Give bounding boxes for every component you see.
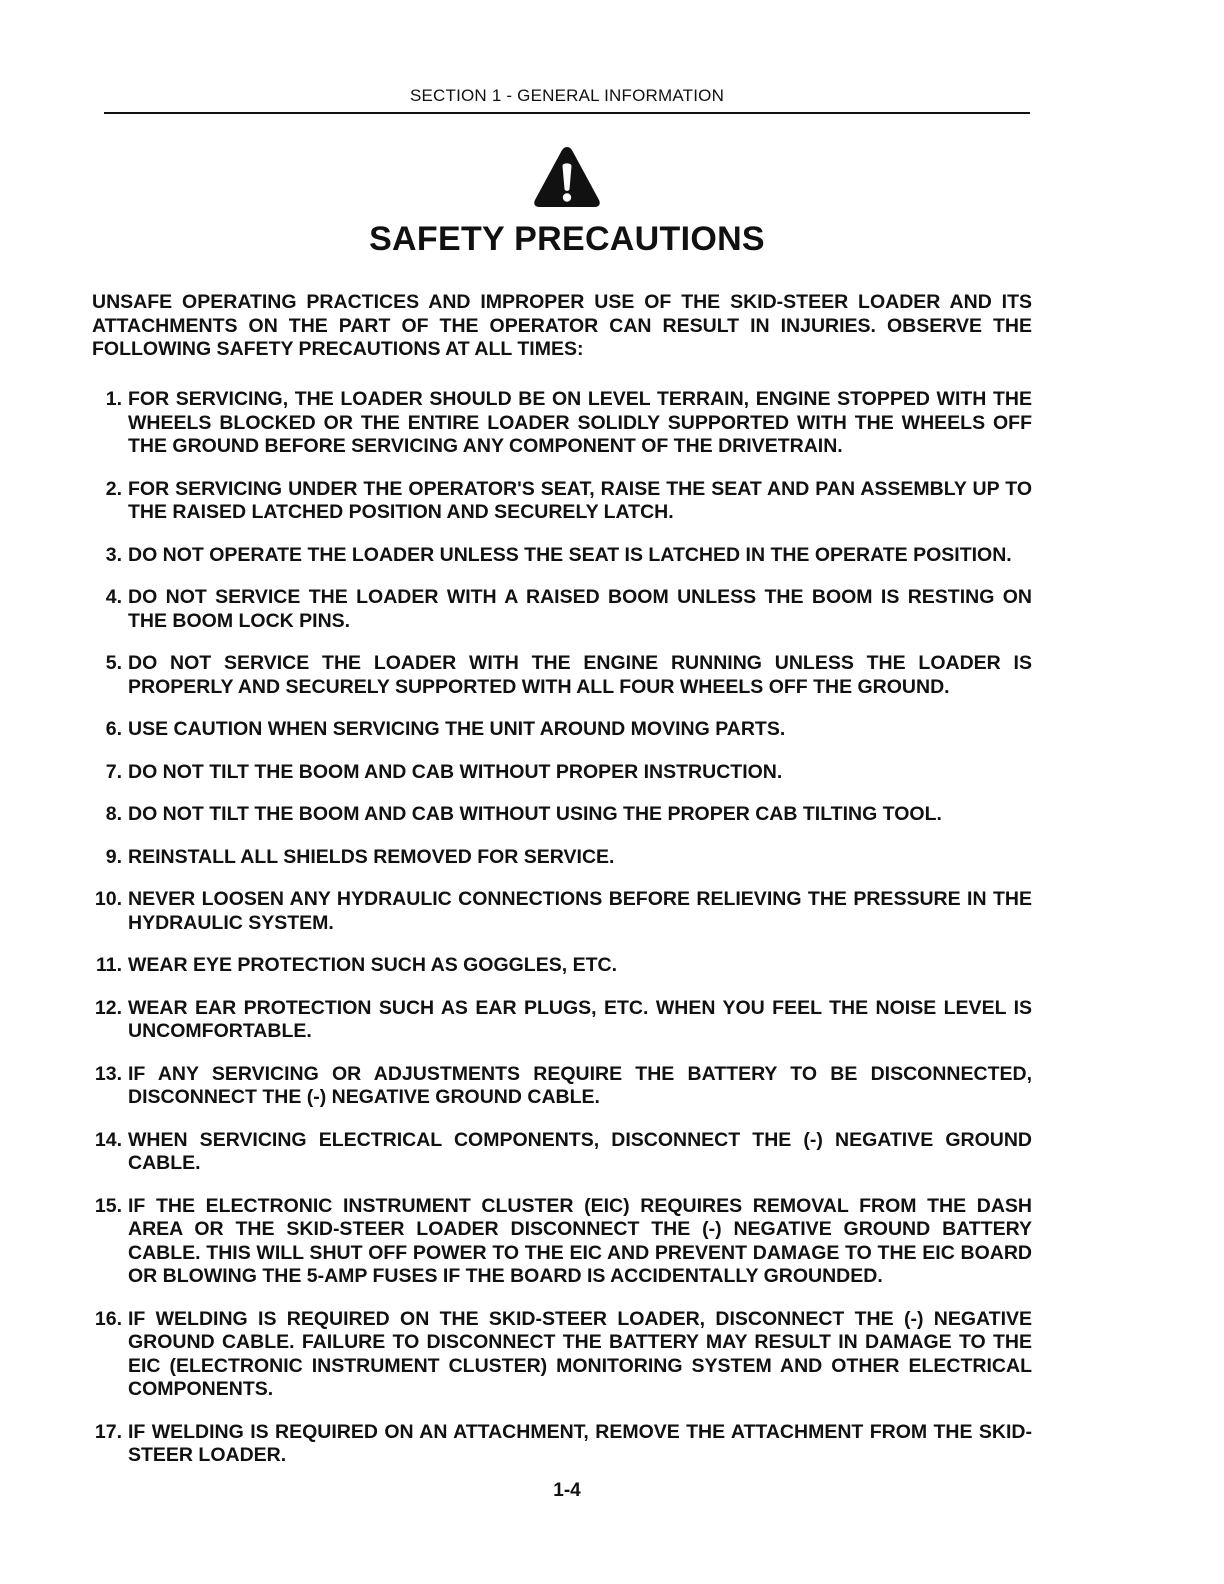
list-item: [84, 803, 1032, 827]
list-item-text: DO NOT TILT THE BOOM AND CAB WITHOUT PROPER INSTRUCTION.: [128, 760, 783, 783]
list-item-text: NEVER LOOSEN ANY HYDRAULIC CONNECTIONS BEFORE RELIEVING THE PRESSURE IN THE HYDRAULIC SYSTEM.: [128, 888, 1032, 934]
list-item: [84, 1308, 1032, 1402]
warning-triangle-icon: [532, 144, 602, 210]
list-item-text: DO NOT SERVICE THE LOADER WITH A RAISED BOOM UNLESS THE BOOM IS RESTING ON THE BOOM LOCK PINS.: [128, 586, 1032, 632]
list-item-text: IF WELDING IS REQUIRED ON THE SKID-STEER LOADER, DISCONNECT THE (-) NEGATIVE GROUND CABLE. FAILURE TO DISCONNECT THE BATTERY MAY RESULT IN DAMAGE TO THE EIC (ELECTRONIC INSTRUMENT CLUSTER) MONITORING SYSTEM AND OTHER ELECTRICAL COMPONENTS.: [128, 1307, 1032, 1400]
list-item: [84, 888, 1032, 935]
list-item-number: 12.: [94, 996, 122, 1019]
page-number: 1-4: [553, 1480, 581, 1501]
list-item-text: USE CAUTION WHEN SERVICING THE UNIT AROUND MOVING PARTS.: [128, 718, 786, 740]
precautions-list: [84, 388, 1032, 1487]
list-item-text: IF ANY SERVICING OR ADJUSTMENTS REQUIRE THE BATTERY TO BE DISCONNECTED, DISCONNECT THE (-) NEGATIVE GROUND CABLE.: [128, 1062, 1032, 1108]
section-header: SECTION 1 - GENERAL INFORMATION: [409, 86, 725, 105]
list-item: [84, 652, 1032, 699]
list-item-text: DO NOT OPERATE THE LOADER UNLESS THE SEAT IS LATCHED IN THE OPERATE POSITION.: [128, 543, 1012, 566]
list-item-number: 4.: [105, 586, 122, 608]
list-item-number: 14.: [94, 1128, 122, 1151]
list-item-number: 7.: [105, 760, 122, 783]
list-item-number: 15.: [94, 1194, 122, 1217]
list-item-text: DO NOT TILT THE BOOM AND CAB WITHOUT USING THE PROPER CAB TILTING TOOL.: [128, 803, 942, 825]
list-item-number: 6.: [105, 718, 122, 740]
list-item-text: IF THE ELECTRONIC INSTRUMENT CLUSTER (EIC) REQUIRES REMOVAL FROM THE DASH AREA OR THE SKID-STEER LOADER DISCONNECT THE (-) NEGATIVE GROUND BATTERY CABLE. THIS WILL SHUT OFF POWER TO THE EIC AND PREVENT DAMAGE TO THE EIC BOARD OR BLOWING THE 5-AMP FUSES IF THE BOARD IS ACCIDENTALLY GROUNDED.: [128, 1194, 1032, 1287]
list-item-number: 3.: [105, 543, 122, 566]
list-item: [84, 997, 1032, 1044]
list-item: [84, 954, 1032, 978]
list-item-number: 13.: [94, 1062, 122, 1085]
list-item-number: 8.: [105, 803, 122, 825]
list-item: [84, 1421, 1032, 1468]
list-item-text: WEAR EAR PROTECTION SUCH AS EAR PLUGS, ETC. WHEN YOU FEEL THE NOISE LEVEL IS UNCOMFORTABLE.: [128, 996, 1032, 1042]
list-item: [84, 388, 1032, 459]
list-item: [84, 718, 1032, 742]
list-item-text: DO NOT SERVICE THE LOADER WITH THE ENGINE RUNNING UNLESS THE LOADER IS PROPERLY AND SECURELY SUPPORTED WITH ALL FOUR WHEELS OFF THE GROUND.: [128, 652, 1032, 698]
list-item: [84, 1063, 1032, 1110]
list-item-number: 1.: [105, 388, 122, 410]
list-item-text: WHEN SERVICING ELECTRICAL COMPONENTS, DISCONNECT THE (-) NEGATIVE GROUND CABLE.: [128, 1128, 1032, 1174]
list-item-number: 2.: [105, 477, 122, 500]
list-item: [84, 544, 1032, 568]
list-item-number: 16.: [94, 1307, 122, 1330]
header-rule: [104, 112, 1030, 114]
list-item-text: FOR SERVICING UNDER THE OPERATOR'S SEAT, RAISE THE SEAT AND PAN ASSEMBLY UP TO THE RAISED LATCHED POSITION AND SECURELY LATCH.: [128, 477, 1032, 523]
page-title: SAFETY PRECAUTIONS: [369, 220, 765, 258]
intro-paragraph: UNSAFE OPERATING PRACTICES AND IMPROPER USE OF THE SKID-STEER LOADER AND ITS ATTACHMENTS ON THE PART OF THE OPERATOR CAN RESULT IN INJURIES. OBSERVE THE FOLLOWING SAFETY PRECAUTIONS AT ALL TIMES:: [92, 291, 1032, 360]
list-item-number: 17.: [94, 1420, 122, 1443]
list-item: [84, 478, 1032, 525]
list-item: [84, 586, 1032, 633]
list-item-text: IF WELDING IS REQUIRED ON AN ATTACHMENT, REMOVE THE ATTACHMENT FROM THE SKID-STEER LOADER.: [128, 1420, 1032, 1466]
list-item-number: 10.: [94, 888, 122, 910]
list-item-text: FOR SERVICING, THE LOADER SHOULD BE ON LEVEL TERRAIN, ENGINE STOPPED WITH THE WHEELS BLOCKED OR THE ENTIRE LOADER SOLIDLY SUPPORTED WITH THE WHEELS OFF THE GROUND BEFORE SERVICING ANY COMPONENT OF THE DRIVETRAIN.: [128, 388, 1032, 457]
list-item: [84, 761, 1032, 785]
list-item-text: WEAR EYE PROTECTION SUCH AS GOGGLES, ETC.: [128, 954, 617, 976]
list-item: [84, 1129, 1032, 1176]
list-item-number: 11.: [95, 954, 122, 976]
list-item-number: 9.: [105, 845, 122, 868]
list-item: [84, 1195, 1032, 1289]
list-item-text: REINSTALL ALL SHIELDS REMOVED FOR SERVICE.: [128, 845, 615, 868]
list-item-number: 5.: [105, 652, 122, 674]
list-item: [84, 846, 1032, 870]
